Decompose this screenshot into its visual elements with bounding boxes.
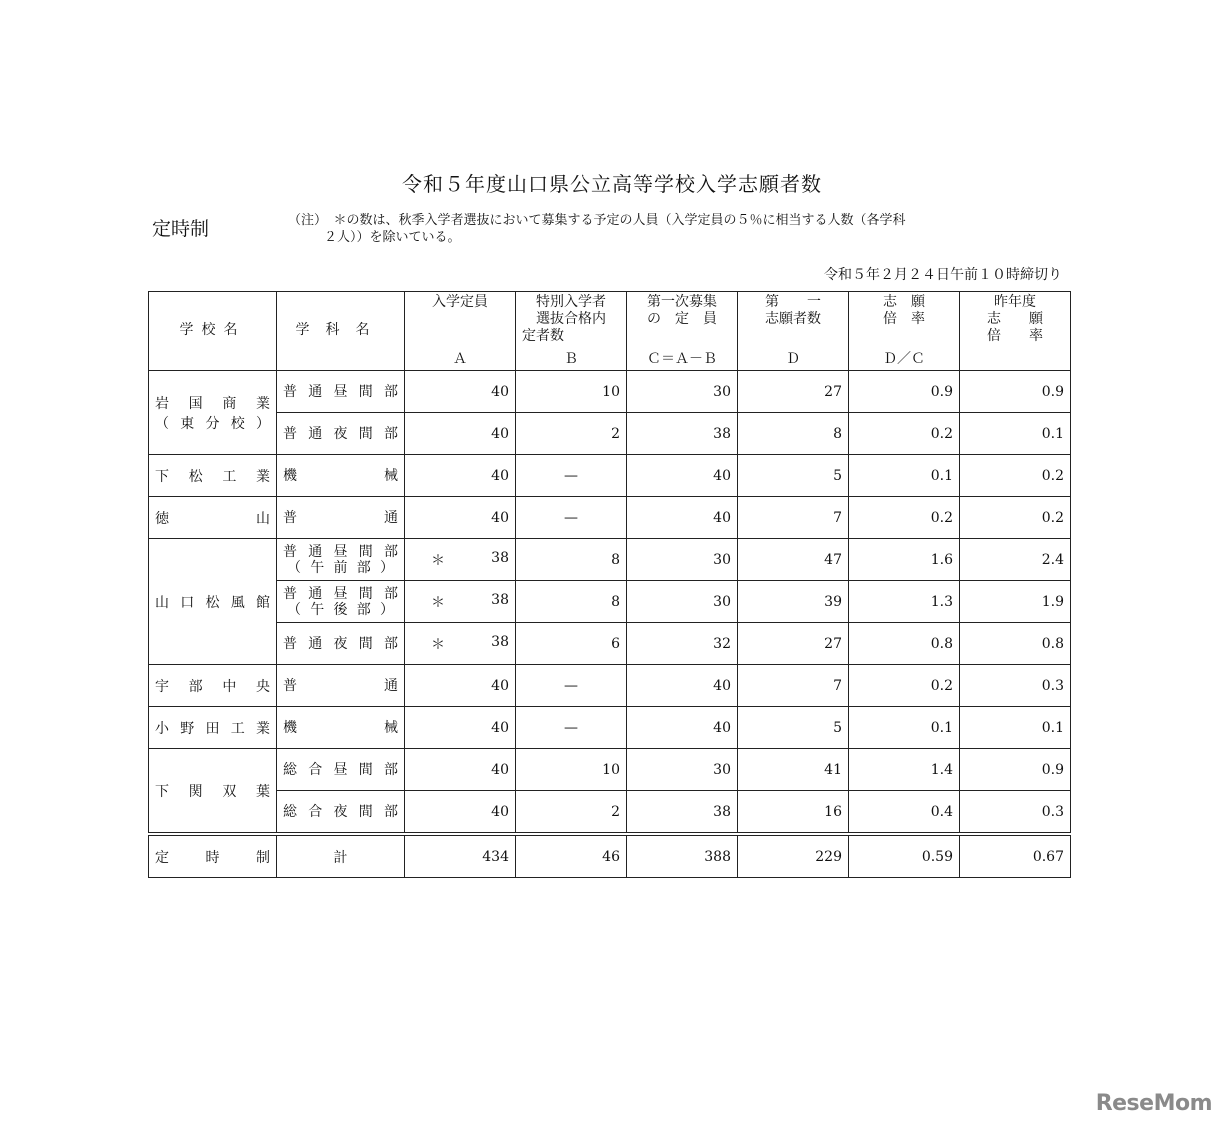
table-row <box>149 371 1071 413</box>
table-row <box>149 623 1071 665</box>
dept-name: 総 合 昼 間 部 <box>277 749 405 791</box>
cell-prev: 0.3 <box>960 791 1071 835</box>
cell-prev: 1.9 <box>960 581 1071 623</box>
total-ratio: 0.59 <box>849 834 960 878</box>
cell-prev: 0.1 <box>960 707 1071 749</box>
school-name: 山 口 松 風 館 <box>149 539 277 665</box>
cell-a: 40 <box>405 791 516 835</box>
school-name: 下 松 工 業 <box>149 455 277 497</box>
cell-c: 30 <box>627 581 738 623</box>
cell-prev: 0.9 <box>960 371 1071 413</box>
table-row <box>149 749 1071 791</box>
cell-c: 30 <box>627 539 738 581</box>
table-row <box>149 581 1071 623</box>
cell-c: 40 <box>627 665 738 707</box>
cell-b: — <box>516 497 627 539</box>
cell-a: ＊ 38 <box>405 539 516 581</box>
document-title: 令和５年度山口県公立高等学校入学志願者数 <box>402 172 822 196</box>
cell-a: 40 <box>405 665 516 707</box>
cell-prev: 0.9 <box>960 749 1071 791</box>
dept-name: 機 械 <box>277 707 405 749</box>
cell-prev: 0.3 <box>960 665 1071 707</box>
section-label: 定時制 <box>152 218 210 240</box>
table-row <box>149 707 1071 749</box>
total-c: 388 <box>627 834 738 878</box>
school-name: 下 関 双 葉 <box>149 749 277 835</box>
cell-ratio: 0.4 <box>849 791 960 835</box>
dept-name: 普 通 <box>277 665 405 707</box>
total-prev: 0.67 <box>960 834 1071 878</box>
cell-prev: 0.8 <box>960 623 1071 665</box>
cell-a: 40 <box>405 749 516 791</box>
cell-d: 5 <box>738 455 849 497</box>
cell-b: 8 <box>516 539 627 581</box>
cell-c: 38 <box>627 413 738 455</box>
table-row <box>149 455 1071 497</box>
table-row <box>149 665 1071 707</box>
header-school: 学校名 <box>149 292 277 371</box>
dept-name: 普 通 昼 間 部 （ 午 前 部 ） <box>277 539 405 581</box>
cell-ratio: 0.1 <box>849 707 960 749</box>
cell-d: 5 <box>738 707 849 749</box>
header-prev: 昨年度 志 願 倍 率 <box>960 292 1071 371</box>
cell-ratio: 0.1 <box>849 455 960 497</box>
cell-d: 16 <box>738 791 849 835</box>
header-a: 入学定員 Ａ <box>405 292 516 371</box>
dept-name: 普 通 昼 間 部 <box>277 371 405 413</box>
total-label: 定 時 制 <box>149 834 277 878</box>
school-name: 小 野 田 工 業 <box>149 707 277 749</box>
cell-b: 10 <box>516 371 627 413</box>
cell-d: 27 <box>738 371 849 413</box>
cell-d: 39 <box>738 581 849 623</box>
header-dept: 学科名 <box>277 292 405 371</box>
cell-c: 40 <box>627 497 738 539</box>
note-line-1: （注） ＊の数は、秋季入学者選抜において募集する予定の人員（入学定員の５％に相当する人数（各学科 <box>288 213 906 228</box>
cell-ratio: 0.2 <box>849 497 960 539</box>
cell-d: 41 <box>738 749 849 791</box>
cell-prev: 2.4 <box>960 539 1071 581</box>
cell-b: — <box>516 455 627 497</box>
cell-a: 40 <box>405 413 516 455</box>
cell-ratio: 0.8 <box>849 623 960 665</box>
dept-name: 機 械 <box>277 455 405 497</box>
cell-prev: 0.2 <box>960 455 1071 497</box>
table-row <box>149 539 1071 581</box>
cell-a: 40 <box>405 707 516 749</box>
cell-c: 30 <box>627 749 738 791</box>
cell-d: 27 <box>738 623 849 665</box>
cell-ratio: 1.3 <box>849 581 960 623</box>
dept-name: 普 通 夜 間 部 <box>277 413 405 455</box>
header-c: 第一次募集 の 定 員 Ｃ＝Ａ－Ｂ <box>627 292 738 371</box>
cell-c: 38 <box>627 791 738 835</box>
cell-d: 7 <box>738 665 849 707</box>
cell-a: 40 <box>405 371 516 413</box>
deadline: 令和５年２月２４日午前１０時締切り <box>824 267 1062 283</box>
cell-ratio: 1.4 <box>849 749 960 791</box>
cell-a: ＊ 38 <box>405 581 516 623</box>
cell-d: 47 <box>738 539 849 581</box>
cell-d: 8 <box>738 413 849 455</box>
school-name: 宇 部 中 央 <box>149 665 277 707</box>
dept-name: 総 合 夜 間 部 <box>277 791 405 835</box>
cell-prev: 0.2 <box>960 497 1071 539</box>
note <box>288 212 1058 246</box>
total-a: 434 <box>405 834 516 878</box>
header-ratio: 志 願 倍 率 Ｄ／Ｃ <box>849 292 960 371</box>
cell-c: 40 <box>627 707 738 749</box>
cell-b: — <box>516 707 627 749</box>
table-body <box>149 371 1071 878</box>
cell-b: 2 <box>516 413 627 455</box>
cell-a: 40 <box>405 497 516 539</box>
total-b: 46 <box>516 834 627 878</box>
cell-ratio: 0.2 <box>849 413 960 455</box>
cell-a: ＊ 38 <box>405 623 516 665</box>
table-row <box>149 497 1071 539</box>
note-line-2: ２人））を除いている。 <box>324 230 461 245</box>
dept-name: 普 通 夜 間 部 <box>277 623 405 665</box>
dept-name: 普 通 昼 間 部 （ 午 後 部 ） <box>277 581 405 623</box>
header-row <box>149 292 1071 371</box>
cell-b: 8 <box>516 581 627 623</box>
table-row <box>149 413 1071 455</box>
school-name: 岩 国 商 業 （ 東 分 校 ） <box>149 371 277 455</box>
total-dept: 計 <box>277 834 405 878</box>
total-d: 229 <box>738 834 849 878</box>
header-d: 第 一 志願者数 Ｄ <box>738 292 849 371</box>
cell-ratio: 0.9 <box>849 371 960 413</box>
cell-b: 2 <box>516 791 627 835</box>
cell-d: 7 <box>738 497 849 539</box>
cell-b: — <box>516 665 627 707</box>
cell-b: 6 <box>516 623 627 665</box>
cell-c: 30 <box>627 371 738 413</box>
cell-b: 10 <box>516 749 627 791</box>
header-b: 特別入学者 選抜合格内 定者数 Ｂ <box>516 292 627 371</box>
applicants-table <box>148 291 1071 878</box>
table-row <box>149 791 1071 835</box>
cell-c: 32 <box>627 623 738 665</box>
cell-prev: 0.1 <box>960 413 1071 455</box>
dept-name: 普 通 <box>277 497 405 539</box>
cell-ratio: 1.6 <box>849 539 960 581</box>
cell-ratio: 0.2 <box>849 665 960 707</box>
school-name: 徳 山 <box>149 497 277 539</box>
resemom-logo: ReseMom <box>1095 1091 1212 1116</box>
cell-a: 40 <box>405 455 516 497</box>
total-row <box>149 834 1071 878</box>
cell-c: 40 <box>627 455 738 497</box>
